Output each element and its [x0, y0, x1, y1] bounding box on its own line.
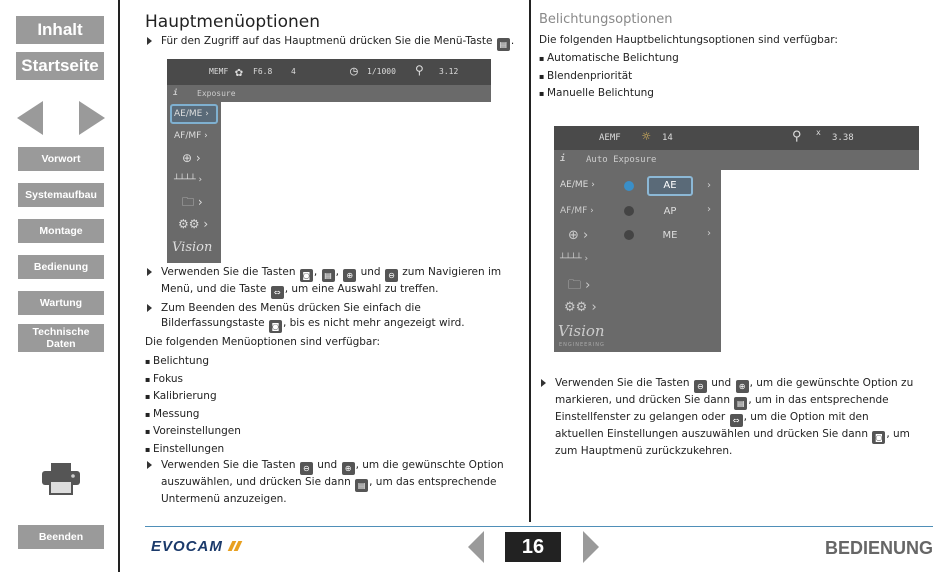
capture-key-icon: ◙: [269, 320, 282, 333]
vision-logo: Vision: [558, 322, 605, 340]
exposure-menu-screenshot: [554, 126, 919, 352]
folder-icon[interactable]: 🗀 ›: [182, 195, 203, 209]
menu-item-af-mf[interactable]: AF/MF ›: [560, 206, 594, 216]
sidebar-item-vorwort[interactable]: Vorwort: [18, 147, 104, 171]
option-ae[interactable]: AE: [647, 176, 693, 196]
inhalt-button[interactable]: Inhalt: [16, 16, 104, 44]
menu-column: [167, 102, 221, 263]
status-bar: MEMF ✿ F6.8 4 ◷ 1/1000 ⚲ 3.12: [167, 59, 491, 85]
options-intro: Die folgenden Menüoptionen sind verfügbar:: [145, 336, 381, 348]
zoom-out-key-icon: ⊖: [300, 462, 313, 475]
menu-options-list: [145, 353, 525, 458]
list-item: ▪ Fokus: [145, 371, 525, 389]
sidebar-item-label: Technische: [32, 326, 90, 338]
select-key-icon: ⇔: [271, 286, 284, 299]
menu-key-icon: ▤: [734, 397, 747, 410]
calibration-icon[interactable]: ⊕ ›: [182, 151, 201, 165]
radio-ae[interactable]: [624, 181, 634, 191]
exposure-intro: Die folgenden Hauptbelichtungsoptionen sind verfügbar:: [539, 34, 838, 46]
settings-gear-icon[interactable]: ⚙⚙ ›: [564, 300, 597, 315]
evocam-logo: EVOCAM: [151, 536, 240, 555]
list-item: ▪ Blendenpriorität: [539, 68, 939, 86]
next-page-arrow-icon[interactable]: [583, 531, 599, 563]
aperture-icon: ✿: [235, 65, 243, 80]
settings-gear-icon[interactable]: ⚙⚙ ›: [178, 217, 209, 231]
select-key-icon: ⇔: [730, 414, 743, 427]
instruction-step: Für den Zugriff auf das Hauptmenü drücken Sie die Menü-Taste ▤ .: [145, 34, 525, 51]
folder-icon[interactable]: 🗀 ›: [568, 278, 591, 293]
zoom-in-key-icon: ⊕: [736, 380, 749, 393]
ruler-icon[interactable]: ┴┴┴┴ ›: [560, 254, 589, 264]
menu-key-icon: ▤: [322, 269, 335, 282]
list-item: ▪ Belichtung: [145, 353, 525, 371]
sidebar: [0, 0, 120, 572]
sidebar-item-wartung[interactable]: Wartung: [18, 291, 104, 315]
option-me[interactable]: ME: [662, 230, 678, 241]
beenden-button[interactable]: Beenden: [18, 525, 104, 549]
sidebar-item-systemaufbau[interactable]: Systemaufbau: [18, 183, 104, 207]
list-item: ▪ Kalibrierung: [145, 388, 525, 406]
list-item: ▪ Manuelle Belichtung: [539, 85, 939, 103]
sun-icon: ☼: [642, 129, 651, 145]
previous-page-arrow-icon[interactable]: [468, 531, 484, 563]
menu-key-icon: ▤: [497, 38, 510, 51]
vision-logo: Vision: [172, 240, 213, 255]
zoom-in-key-icon: ⊕: [343, 269, 356, 282]
radio-ap[interactable]: [624, 206, 634, 216]
sidebar-item-label: Daten: [46, 338, 76, 350]
vision-logo-sub: ENGINEERING: [559, 342, 605, 348]
instruction-step: Verwenden Sie die Tasten ⊖ und ⊕ , um die gewünschte Option zu markieren, und drücken Sie dann ▤ , um in das entsprechende Einstellfenster zu gelangen oder ⇔ , um die Option mit den aktuellen Einstellungen auszuwählen und drücken Sie dann ◙ , um zum Hauptmenü zurückzukehren.: [539, 376, 919, 459]
page-number: 16: [505, 532, 561, 562]
option-ap[interactable]: AP: [663, 206, 677, 217]
exposure-options-list: [539, 50, 939, 103]
footer-divider: [145, 526, 933, 527]
status-bar: AEMF ☼ 14 ⚲ x 3.38: [554, 126, 919, 150]
menu-screenshot: [167, 59, 491, 263]
next-page-icon[interactable]: [79, 101, 105, 135]
list-item: ▪ Messung: [145, 406, 525, 424]
list-item: ▪ Automatische Belichtung: [539, 50, 939, 68]
instruction-step: Zum Beenden des Menüs drücken Sie einfach die Bilderfassungstaste ◙ , bis es nicht mehr angezeigt wird.: [145, 301, 525, 333]
column-divider: [529, 0, 531, 522]
capture-key-icon: ◙: [872, 431, 885, 444]
instruction-step: Verwenden Sie die Tasten ⊖ und ⊕ , um die gewünschte Option auszuwählen, und drücken Sie dann ▤ , um das entsprechende Untermenü anzuzeigen.: [145, 458, 525, 507]
sidebar-item-montage[interactable]: Montage: [18, 219, 104, 243]
menu-item-ae-me[interactable]: AE/ME ›: [170, 104, 218, 124]
page-title: Hauptmenüoptionen: [145, 12, 320, 32]
startseite-button[interactable]: Startseite: [16, 52, 104, 80]
calibration-icon[interactable]: ⊕ ›: [568, 228, 589, 243]
list-item: ▪ Voreinstellungen: [145, 423, 525, 441]
zoom-icon: ⚲: [415, 63, 424, 77]
clock-icon: ◷: [350, 64, 358, 79]
right-column: [539, 12, 939, 457]
zoom-out-key-icon: ⊖: [385, 269, 398, 282]
section-title: Belichtungsoptionen: [539, 12, 673, 27]
zoom-in-key-icon: ⊕: [342, 462, 355, 475]
left-column: [145, 12, 525, 505]
list-item: ▪ Einstellungen: [145, 441, 525, 459]
instruction-step: Verwenden Sie die Tasten ◙ , ▤ , ⊕ und ⊖ zum Navigieren im Menü, und die Taste ⇔ , um eine Auswahl zu treffen.: [145, 265, 525, 299]
menu-item-ae-me[interactable]: AE/ME ›: [560, 180, 595, 190]
submenu-header: i Auto Exposure: [554, 150, 919, 170]
ruler-icon[interactable]: ┴┴┴┴ ›: [174, 175, 203, 185]
zoom-out-key-icon: ⊖: [694, 380, 707, 393]
submenu-header: i Exposure: [167, 85, 491, 102]
radio-me[interactable]: [624, 230, 634, 240]
printer-icon[interactable]: [42, 463, 80, 495]
exposure-menu-body: AE/ME › AF/MF › ⊕ › ┴┴┴┴ › 🗀 › ⚙⚙ › Vision ENGINEERING AE AP ME › › ›: [554, 170, 721, 352]
section-label: BEDIENUNG: [824, 538, 933, 558]
sidebar-item-technische-daten[interactable]: [18, 324, 104, 352]
previous-page-icon[interactable]: [17, 101, 43, 135]
zoom-icon: ⚲: [792, 129, 802, 144]
menu-item-af-mf[interactable]: AF/MF ›: [174, 131, 208, 141]
sidebar-item-bedienung[interactable]: Bedienung: [18, 255, 104, 279]
capture-key-icon: ◙: [300, 269, 313, 282]
menu-key-icon: ▤: [355, 479, 368, 492]
